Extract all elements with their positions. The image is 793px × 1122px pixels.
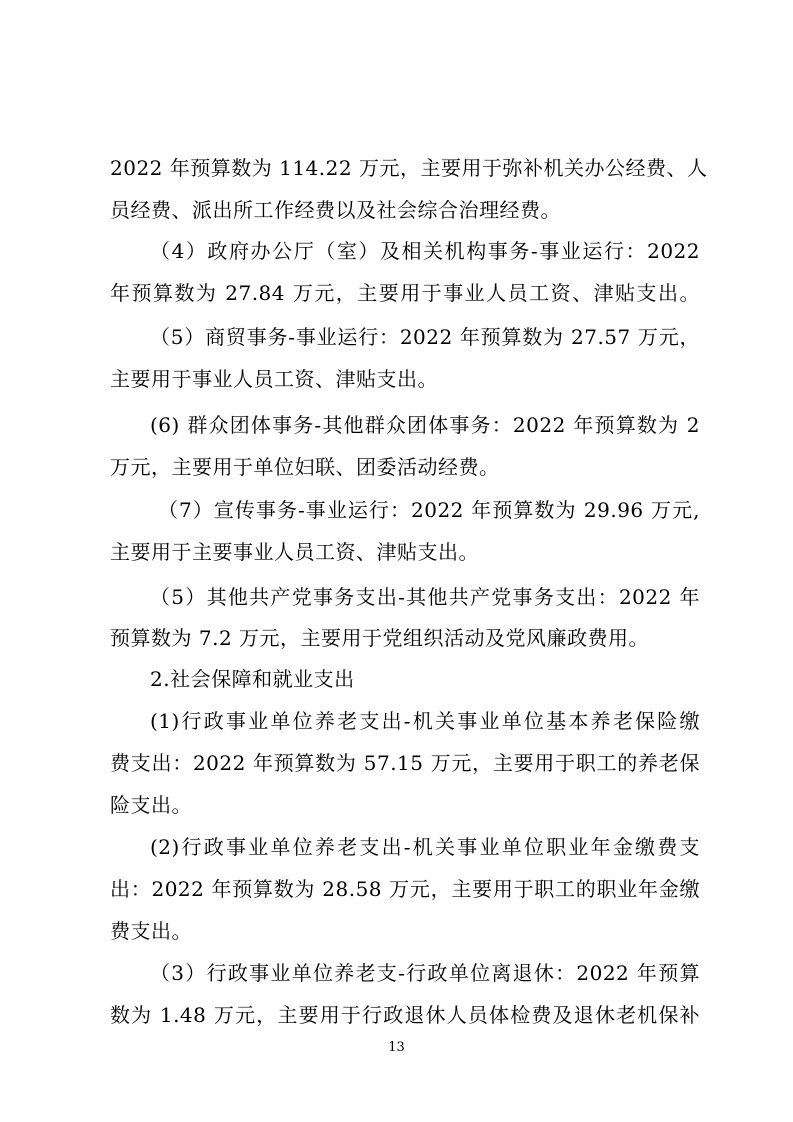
body-line-7: (6) 群众团体事务-其他群众团体事务：2022 年预算数为 2 (150, 413, 700, 437)
body-line-4: 年预算数为 27.84 万元，主要用于事业人员工资、津贴支出。 (110, 281, 700, 305)
body-line-18: 出：2022 年预算数为 28.58 万元，主要用于职工的职业年金缴 (110, 877, 700, 901)
body-line-19: 费支出。 (110, 919, 192, 943)
body-line-2: 员经费、派出所工作经费以及社会综合治理经费。 (110, 198, 561, 222)
body-line-6: 主要用于事业人员工资、津贴支出。 (110, 367, 438, 391)
body-line-1: 2022 年预算数为 114.22 万元，主要用于弥补机关办公经费、人 (110, 156, 708, 180)
body-line-14: (1)行政事业单位养老支出-机关事业单位基本养老保险缴 (150, 709, 700, 733)
body-line-12: 预算数为 7.2 万元，主要用于党组织活动及党风廉政费用。 (110, 626, 650, 650)
body-line-11: （5）其他共产党事务支出-其他共产党事务支出：2022 年 (150, 585, 700, 609)
body-line-20: （3）行政事业单位养老支-行政单位离退休：2022 年预算 (150, 961, 700, 985)
page-number: 13 (388, 1040, 405, 1055)
body-line-16: 险支出。 (110, 793, 192, 817)
section-heading: 2.社会保障和就业支出 (150, 667, 355, 691)
body-line-10: 主要用于主要事业人员工资、津贴支出。 (110, 540, 479, 564)
body-line-21: 数为 1.48 万元，主要用于行政退休人员体检费及退休老机保补 (110, 1003, 700, 1027)
body-line-15: 费支出：2022 年预算数为 57.15 万元，主要用于职工的养老保 (110, 751, 700, 775)
body-line-9: （7）宣传事务-事业运行：2022 年预算数为 29.96 万元, (158, 498, 700, 522)
body-line-3: （4）政府办公厅（室）及相关机构事务-事业运行：2022 (150, 239, 700, 263)
body-line-17: (2)行政事业单位养老支出-机关事业单位职业年金缴费支 (150, 835, 700, 859)
body-line-5: （5）商贸事务-事业运行：2022 年预算数为 27.57 万元， (150, 325, 700, 349)
body-line-8: 万元，主要用于单位妇联、团委活动经费。 (110, 455, 500, 479)
